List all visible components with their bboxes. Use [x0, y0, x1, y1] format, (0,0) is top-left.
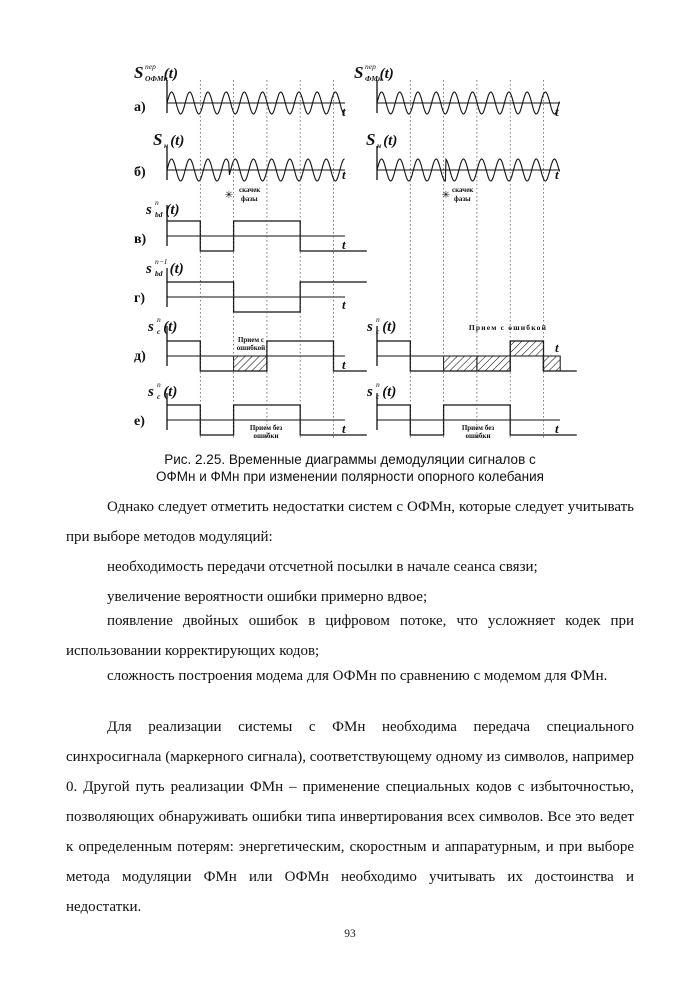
left-signal-label-arg: (t)	[169, 261, 184, 277]
row-e-right-t: t	[555, 340, 559, 355]
phase-jump-marker-left: ✳	[224, 190, 234, 201]
right-signal-label-arg: (t)	[382, 384, 397, 400]
row-c-left-t: t	[342, 237, 346, 252]
phase-jump-label-left: скачек	[239, 186, 261, 194]
right-signal-label-sub: c	[376, 392, 380, 401]
row-a-left-t: t	[342, 104, 346, 119]
right-signal-label-arg: (t)	[383, 133, 398, 149]
row-a-right-carrier	[377, 92, 559, 114]
phase-jump-label-right: скачек	[452, 186, 474, 194]
page-number: 93	[344, 928, 356, 940]
row-letter-6: е)	[134, 414, 145, 429]
phase-jump-label-right-2: фазы	[454, 195, 471, 203]
left-signal-label: S	[153, 130, 163, 149]
row-e-left-t: t	[342, 357, 346, 372]
phase-jump-label-left-2: фазы	[241, 195, 258, 203]
left-signal-label-sub: н	[164, 141, 169, 150]
left-signal-label-arg: (t)	[163, 319, 178, 335]
left-signal-label-sup: n	[157, 380, 161, 389]
list-item-double-errors: появление двойных ошибок в цифровом потоке, что усложняет кодек при использовании корректирующих кодов;	[66, 613, 634, 659]
left-signal-label-sup: n	[155, 198, 159, 207]
left-signal-label-sub: bd	[155, 269, 163, 278]
row-letter-2: б)	[134, 165, 146, 180]
paragraph-drawbacks-intro: Однако следует отметить недостатки систем с ОФМн, которые следует учитывать при выборе методов модуляций:	[66, 499, 634, 545]
row-b-right-received	[377, 159, 559, 181]
left-signal-label-sup: пер	[145, 62, 156, 71]
left-signal-label-sup: n	[157, 315, 161, 324]
list-item-reference-pulse: необходимость передачи отсчетной посылки в начале сеанса связи;	[107, 559, 538, 575]
right-signal-label-sub: н	[377, 141, 382, 150]
list-item-modem-complexity: сложность построения модема для ОФМн по сравнению с модемом для ФМн.	[107, 668, 608, 684]
row-b-left-t: t	[342, 167, 346, 182]
right-signal-label-arg: (t)	[379, 66, 394, 82]
row-f-right-t: t	[555, 421, 559, 436]
left-signal-label: s	[146, 202, 152, 218]
right-signal-label-sub: ФМн	[365, 74, 383, 83]
ok-label-left: Прием без	[249, 424, 283, 432]
list-item-error-doubling: увеличение вероятности ошибки примерно вдвое;	[107, 589, 428, 605]
right-signal-label-arg: (t)	[382, 319, 397, 335]
left-signal-label: s	[148, 384, 154, 400]
left-signal-label: S	[134, 63, 144, 82]
diagram-annotations	[225, 186, 547, 440]
error-label-left: Прием с	[237, 336, 265, 344]
ok-label-left-2: ошибки	[253, 432, 279, 440]
row-e-right-error-hatch-4	[543, 356, 560, 371]
row-f-left-t: t	[342, 421, 346, 436]
right-signal-label-sub: c	[376, 327, 380, 336]
right-signal-label-sup: n	[376, 315, 380, 324]
left-signal-label-sub: c	[157, 392, 161, 401]
left-signal-label-sub: c	[157, 327, 161, 336]
demodulation-timing-diagram	[0, 0, 700, 450]
phase-jump-marker-right: ✳	[441, 190, 451, 201]
caption-line-2: ОФМн и ФМн при изменении полярности опорного колебания	[156, 469, 544, 484]
row-e-left-error-hatch	[234, 356, 267, 371]
right-signal-label-sup: пер	[365, 62, 376, 71]
right-signal-label: s	[367, 384, 373, 400]
right-signal-label: S	[366, 130, 376, 149]
left-signal-label-sup: n−1	[155, 257, 168, 266]
left-signal-label-arg: (t)	[163, 66, 178, 82]
row-e-right-error-hatch-2	[477, 356, 510, 371]
left-signal-label-arg: (t)	[170, 133, 185, 149]
left-signal-label: s	[146, 261, 152, 277]
right-signal-label-sup: n	[376, 380, 380, 389]
left-signal-label-arg: (t)	[163, 384, 178, 400]
row-e-right-error-hatch-3	[510, 341, 543, 356]
diagram-labels	[134, 62, 559, 436]
left-signal-label: s	[148, 319, 154, 335]
row-letter-4: г)	[134, 291, 146, 306]
ok-label-right: Прием без	[461, 424, 495, 432]
row-letter-1: а)	[134, 100, 146, 115]
row-e-right-error-hatch-1	[444, 356, 477, 371]
row-d-left-t: t	[342, 297, 346, 312]
figure-caption	[60, 451, 640, 485]
caption-line-1: Рис. 2.25. Временные диаграммы демодуляции сигналов с	[164, 452, 536, 467]
row-letter-3: в)	[134, 232, 147, 247]
row-a-right-t: t	[555, 104, 559, 119]
right-signal-label: s	[367, 319, 373, 335]
row-b-right-t: t	[555, 167, 559, 182]
error-label-right: Прием с ошибкой	[468, 323, 548, 332]
error-label-left-2: ошибкой	[236, 344, 266, 352]
right-signal-label: S	[354, 63, 364, 82]
left-signal-label-sub: bd	[155, 210, 163, 219]
ok-label-right-2: ошибки	[465, 432, 491, 440]
left-signal-label-sub: ОФМн	[145, 74, 168, 83]
left-signal-label-arg: (t)	[165, 202, 180, 218]
row-letter-5: д)	[134, 349, 146, 364]
paragraph-fmn-sync: Для реализации системы с ФМн необходима передача специального синхросигнала (маркерного сигнала), соответствующему одному из символов, например 0. Другой путь реализации ФМн – применение специальных кодов с избыточностью, позволяющих обнаруживать ошибки типа инвертирования всех символов. Все это ведет к определенным потерям: энергетическим, скоростным и аппаратурным, и при выборе метода модуляции ФМн или ОФМн необходимо учитывать их достоинства и недостатки.	[66, 719, 634, 915]
